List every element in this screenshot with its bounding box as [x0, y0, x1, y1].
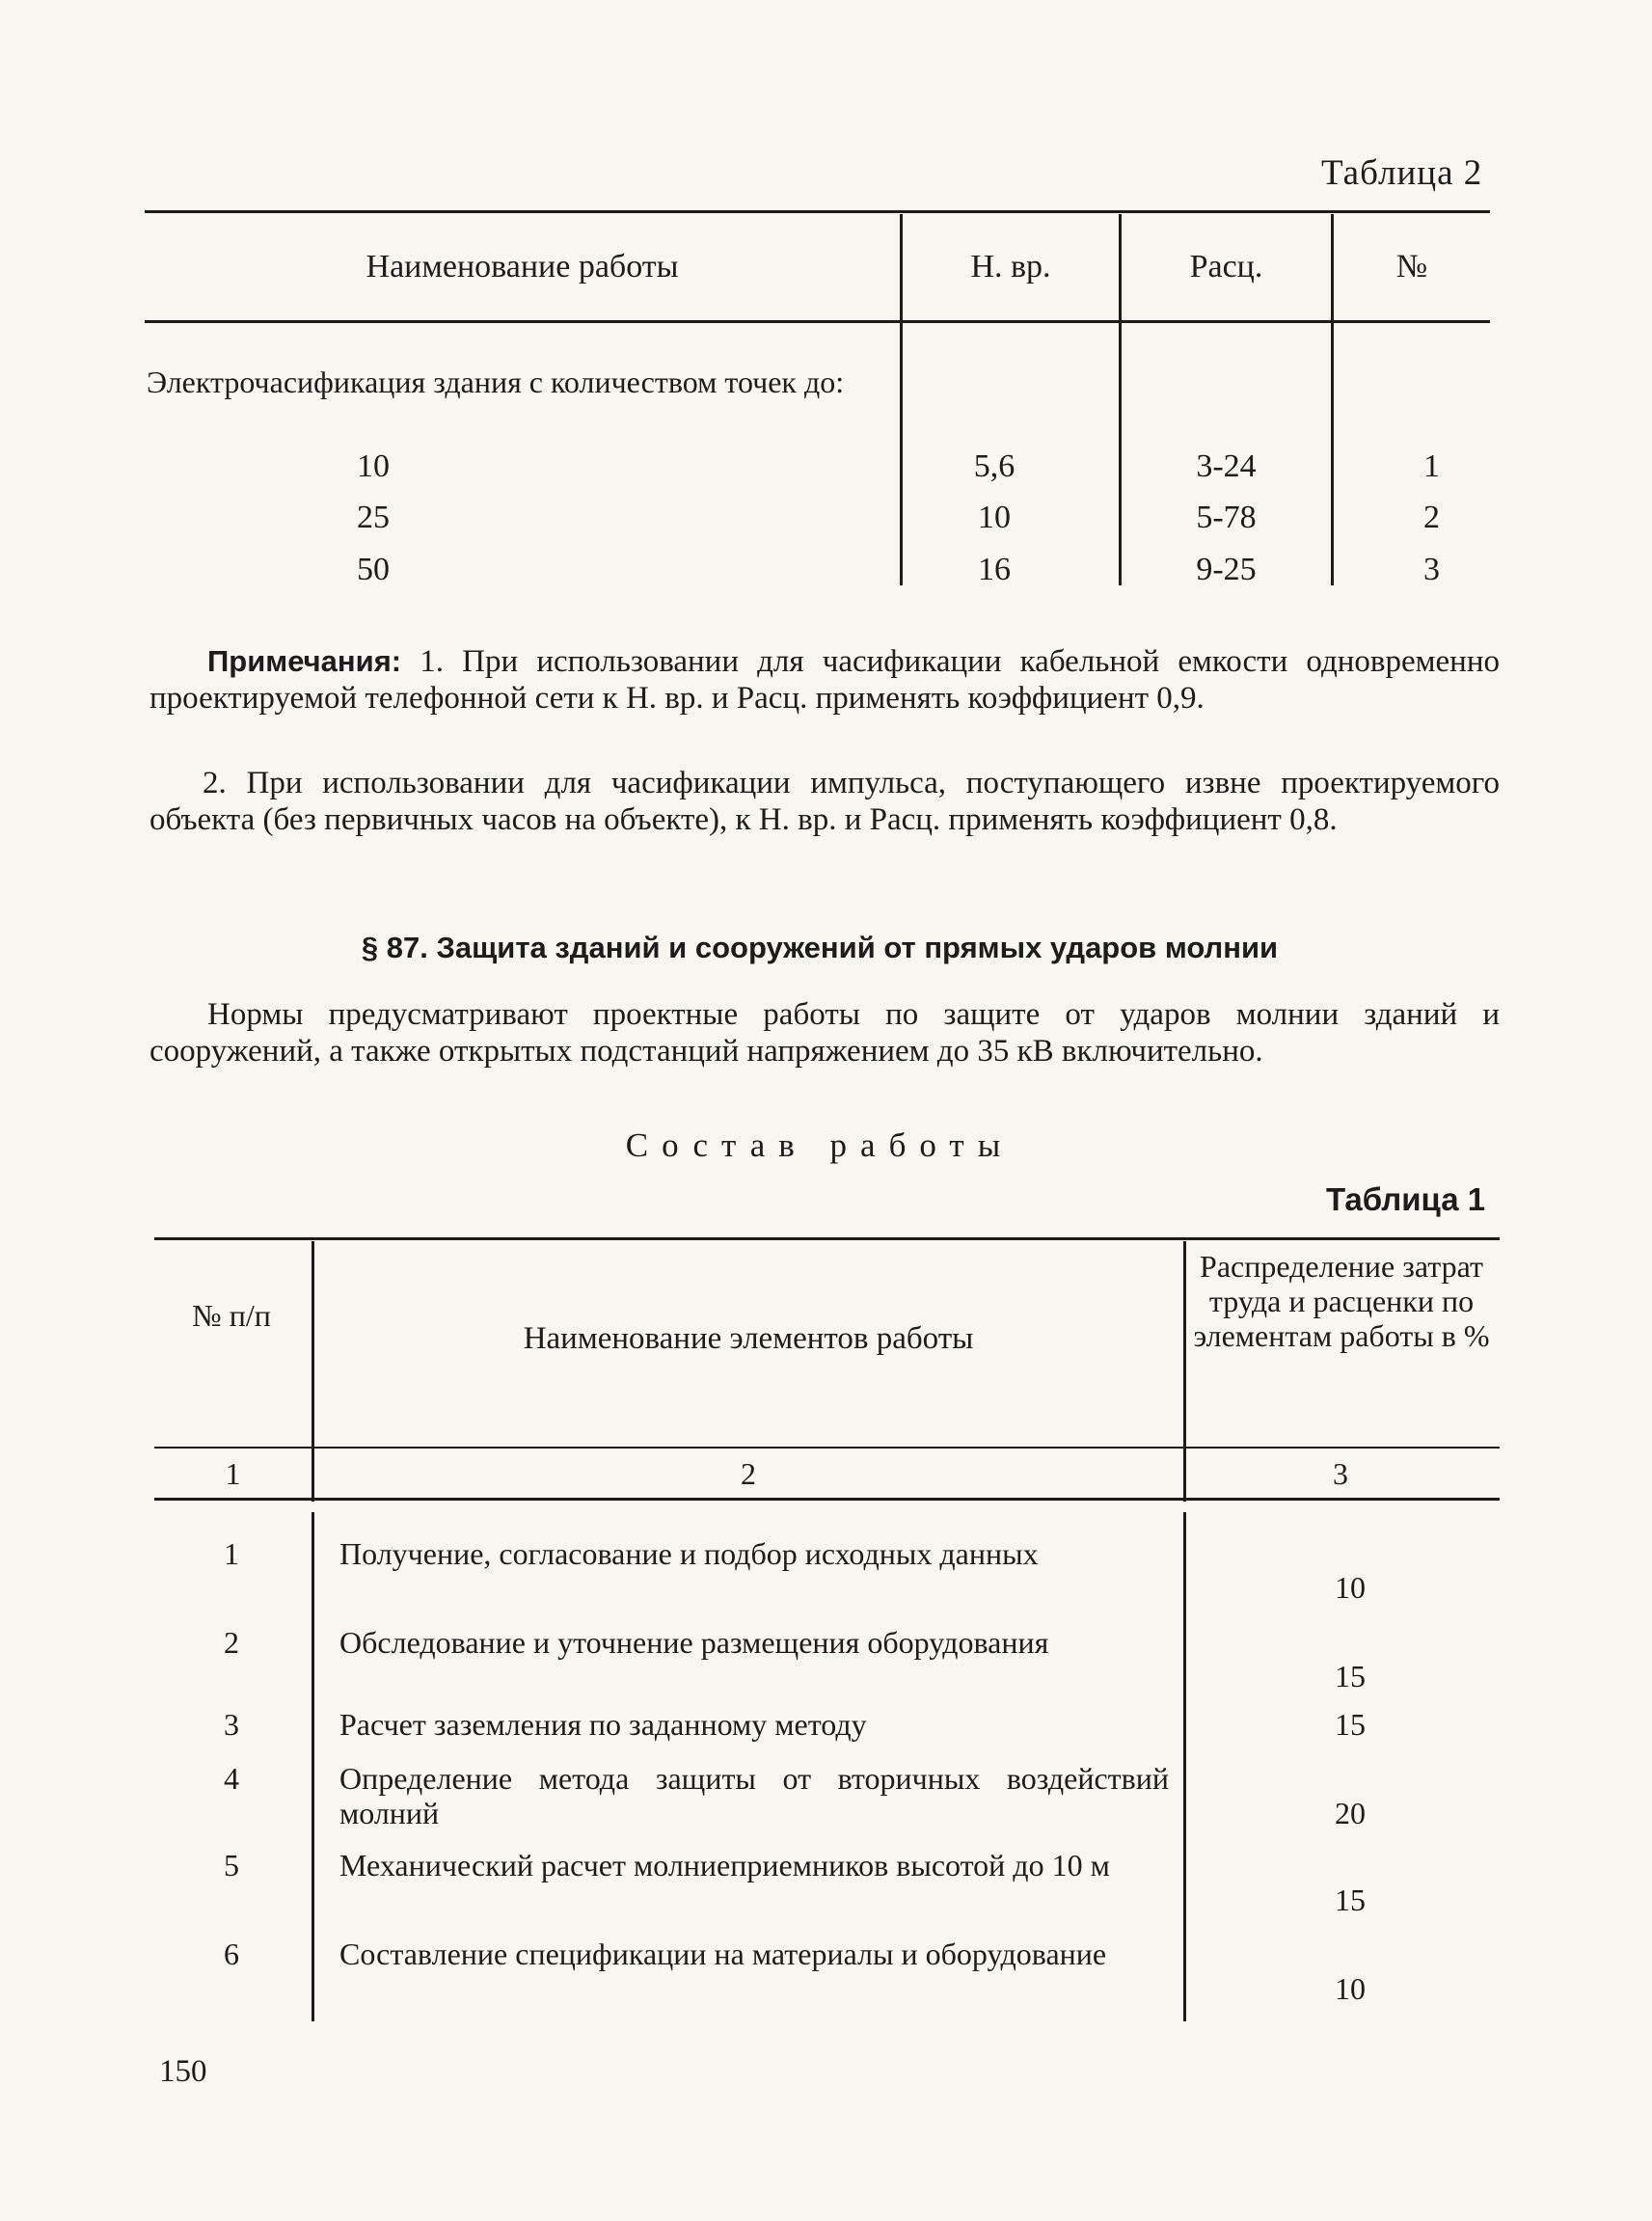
note-1-text: 1. При использовании для часификации кабельной емкости одновременно проектируемой телефонной сети к Н. вр. и Расц. применять коэффициент 0,9.	[149, 644, 1500, 716]
note-1	[149, 643, 1500, 717]
table1-row-share: 20	[1335, 1796, 1366, 1830]
table2-norm: 5,6	[973, 448, 1016, 484]
table2-top-rule	[145, 210, 1490, 213]
table2-caption: Таблица 2	[1321, 153, 1483, 193]
section-heading: § 87. Защита зданий и сооружений от прямых ударов молнии	[361, 931, 1279, 964]
table1-row-share: 15	[1335, 1882, 1366, 1917]
table1-row-num: 3	[224, 1707, 239, 1742]
table2-header-num: №	[1395, 249, 1428, 284]
table1-body-divider-2	[1183, 1512, 1186, 2021]
table1-row-share: 10	[1335, 1971, 1366, 2006]
table2-price: 5-78	[1196, 500, 1257, 535]
section-intro: Нормы предусматривают проектные работы по защите от ударов молнии зданий и сооружений, а также открытых подстанций напряжением до 35 кВ включительно.	[149, 997, 1500, 1069]
table1-row-num: 1	[224, 1536, 239, 1571]
table1-row-name: Обследование и уточнение размещения оборудования	[339, 1625, 1049, 1660]
table2-header-norm: Н. вр.	[970, 249, 1051, 284]
note-2: 2. При использовании для часификации импульса, поступающего извне проектируемого объекта (без первичных часов на объекте), к Н. вр. и Расц. применять коэффициент 0,8.	[149, 766, 1500, 837]
notes-label: Примечания:	[207, 644, 402, 678]
table1-row-num: 5	[224, 1848, 239, 1882]
table1-colnum-1: 1	[225, 1456, 241, 1491]
table1-colnum-3: 3	[1333, 1456, 1348, 1491]
page-number: 150	[159, 2054, 207, 2089]
table2-group-label: Электрочасификация здания с количеством точек до:	[147, 365, 845, 399]
table1-row-num: 6	[224, 1937, 239, 1971]
table1-header-name: Наименование элементов работы	[523, 1321, 974, 1356]
composition-title: Состав работы	[625, 1126, 1015, 1164]
table1-row-name: Расчет заземления по заданному методу	[339, 1707, 867, 1742]
table2-points: 10	[357, 448, 390, 484]
table1-row-num: 2	[224, 1625, 239, 1660]
table2-header-name: Наименование работы	[366, 249, 679, 284]
table1-row-name: Получение, согласование и подбор исходных данных	[339, 1536, 1039, 1571]
table1-colnum-rule	[154, 1498, 1500, 1501]
table1-body-divider-1	[311, 1512, 314, 2021]
table2-norm: 10	[978, 500, 1011, 535]
table1-header-rule	[154, 1447, 1500, 1449]
table1-row-share: 15	[1335, 1659, 1366, 1693]
table2-points: 25	[357, 500, 390, 535]
table2-price: 3-24	[1196, 448, 1257, 484]
table1-top-rule	[154, 1237, 1500, 1240]
table1-colnum-2: 2	[741, 1456, 756, 1491]
table2-header-rule	[145, 320, 1490, 323]
table1-row-name: Механический расчет молниеприемников высотой до 10 м	[339, 1848, 1110, 1882]
table1-row-share: 10	[1335, 1570, 1366, 1605]
table2-points: 50	[357, 552, 390, 587]
table2-price: 9-25	[1196, 552, 1257, 587]
table1-header-num: № п/п	[192, 1298, 271, 1333]
table1-row-name: Составление спецификации на материалы и оборудование	[339, 1937, 1107, 1971]
table2-num: 2	[1423, 500, 1440, 535]
table1-row-name: Определение метода защиты от вторичных воздействий молний	[339, 1761, 1169, 1830]
table2-num: 1	[1423, 448, 1440, 484]
table1-header-share: Распределение затрат труда и расценки по элементам работы в %	[1193, 1249, 1490, 1353]
table2-header-price: Расц.	[1189, 249, 1263, 284]
table1-row-share: 15	[1335, 1707, 1366, 1742]
table2-norm: 16	[978, 552, 1011, 587]
table2-num: 3	[1423, 552, 1440, 587]
table1-row-num: 4	[224, 1761, 239, 1796]
table1-caption: Таблица 1	[1326, 1181, 1486, 1217]
